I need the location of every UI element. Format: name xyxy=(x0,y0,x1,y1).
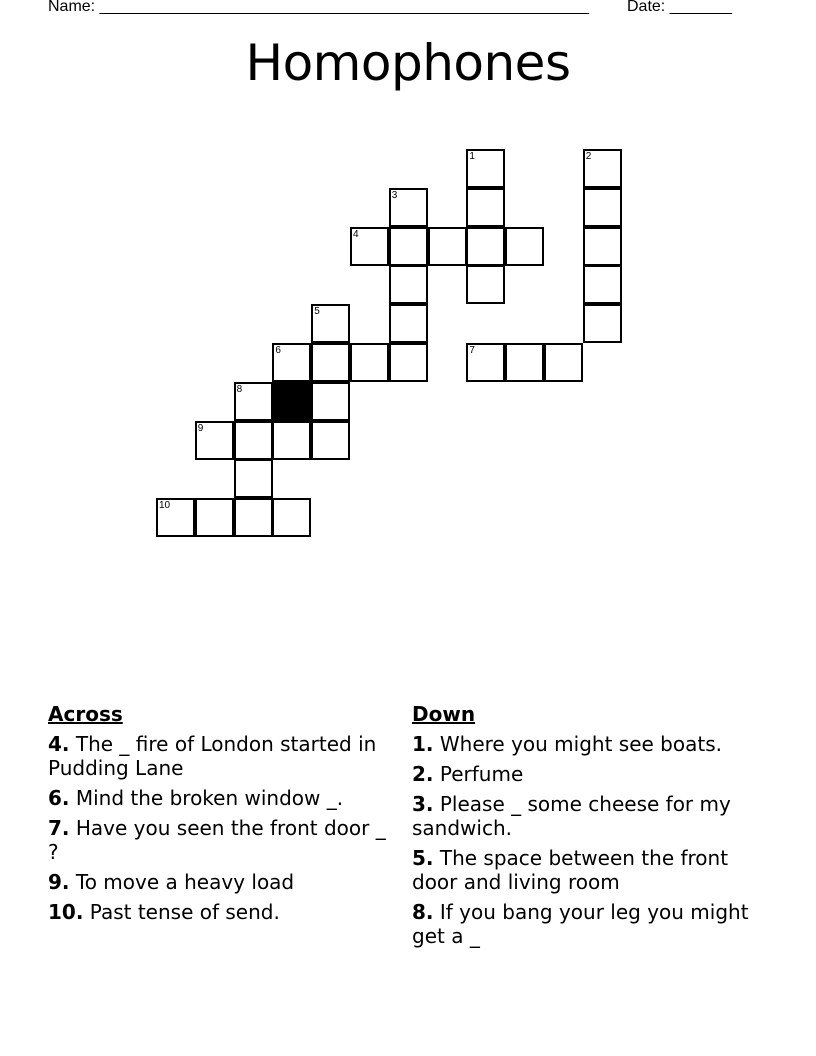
cell-number: 10 xyxy=(159,500,171,512)
cell-number: 6 xyxy=(275,345,281,356)
crossword-cell[interactable] xyxy=(466,265,505,304)
crossword-cell[interactable] xyxy=(389,227,428,266)
clue-text: Past tense of send. xyxy=(83,900,280,924)
crossword-cell[interactable] xyxy=(466,149,505,188)
cell-number: 7 xyxy=(469,345,475,356)
across-heading: Across xyxy=(48,702,123,726)
across-clue xyxy=(48,900,388,924)
crossword-cell[interactable] xyxy=(195,498,234,537)
down-clue xyxy=(412,732,772,756)
cell-number: 1 xyxy=(469,151,475,162)
crossword-cell[interactable] xyxy=(583,227,622,266)
crossword-cell[interactable] xyxy=(389,304,428,343)
down-clue xyxy=(412,900,772,948)
clue-text: The space between the front door and living room xyxy=(412,846,729,894)
crossword-cell[interactable] xyxy=(156,498,195,537)
clue-text: Where you might see boats. xyxy=(433,732,722,756)
across-clue xyxy=(48,786,388,810)
clue-text: To move a heavy load xyxy=(69,870,295,894)
crossword-cell[interactable] xyxy=(234,459,273,498)
crossword-cell[interactable] xyxy=(350,343,389,382)
date-field-label: Date: _______ xyxy=(627,0,732,15)
down-clue xyxy=(412,846,772,894)
cell-number: 5 xyxy=(314,306,320,318)
clue-text: The _ fire of London started in Pudding Lane xyxy=(48,732,377,780)
name-field-label: Name: _______________________________________________________ xyxy=(48,0,589,15)
down-heading: Down xyxy=(412,702,476,726)
clue-text: Have you seen the front door _ ? xyxy=(48,816,386,864)
crossword-cell[interactable] xyxy=(505,343,544,382)
crossword-cell[interactable] xyxy=(234,498,273,537)
crossword-cell[interactable] xyxy=(544,343,583,382)
crossword-cell[interactable] xyxy=(505,227,544,266)
crossword-cell[interactable] xyxy=(311,421,350,460)
clue-number: 9. xyxy=(48,870,70,894)
crossword-cell[interactable] xyxy=(350,227,389,266)
clue-number: 8. xyxy=(412,900,434,924)
crossword-cell[interactable] xyxy=(311,343,350,382)
cell-number: 2 xyxy=(585,151,592,162)
crossword-cell[interactable] xyxy=(428,227,467,266)
across-clue xyxy=(48,870,388,894)
crossword-cell[interactable] xyxy=(389,343,428,382)
clue-number: 5. xyxy=(412,846,434,870)
black-square xyxy=(272,382,311,421)
crossword-cell[interactable] xyxy=(389,188,428,227)
crossword-cell[interactable] xyxy=(195,421,234,460)
cell-number: 9 xyxy=(197,422,204,434)
across-clue xyxy=(48,816,388,864)
clue-number: 7. xyxy=(48,816,70,840)
crossword-cell[interactable] xyxy=(466,343,505,382)
clue-text: Mind the broken window _. xyxy=(69,786,344,810)
clue-number: 3. xyxy=(412,792,434,816)
down-clues xyxy=(412,702,772,954)
clue-number: 2. xyxy=(412,762,434,786)
crossword-cell[interactable] xyxy=(583,265,622,304)
crossword-cell[interactable] xyxy=(311,304,350,343)
clue-text: Perfume xyxy=(433,762,524,786)
crossword-cell[interactable] xyxy=(583,304,622,343)
crossword-cell[interactable] xyxy=(272,421,311,460)
across-clue xyxy=(48,732,388,780)
crossword-cell[interactable] xyxy=(311,382,350,421)
clue-text: Please _ some cheese for my sandwich. xyxy=(412,792,731,840)
crossword-cell[interactable] xyxy=(466,188,505,227)
page-title: Homophones xyxy=(245,34,571,92)
crossword-cell[interactable] xyxy=(583,149,622,188)
cell-number: 8 xyxy=(236,383,243,395)
clue-number: 4. xyxy=(48,732,70,756)
clue-number: 1. xyxy=(412,732,434,756)
down-clue xyxy=(412,792,772,840)
crossword-cell[interactable] xyxy=(389,265,428,304)
crossword-cell[interactable] xyxy=(234,382,273,421)
cell-number: 3 xyxy=(391,189,398,201)
cell-number: 4 xyxy=(353,228,359,240)
crossword-cell[interactable] xyxy=(234,421,273,460)
crossword-cell[interactable] xyxy=(272,343,311,382)
across-clues xyxy=(48,702,388,930)
crossword-cell[interactable] xyxy=(466,227,505,266)
clue-text: If you bang your leg you might get a _ xyxy=(412,900,749,948)
crossword-cell[interactable] xyxy=(583,188,622,227)
clue-number: 6. xyxy=(48,786,70,810)
crossword-cell[interactable] xyxy=(272,498,311,537)
clue-number: 10. xyxy=(48,900,84,924)
down-clue xyxy=(412,762,772,786)
